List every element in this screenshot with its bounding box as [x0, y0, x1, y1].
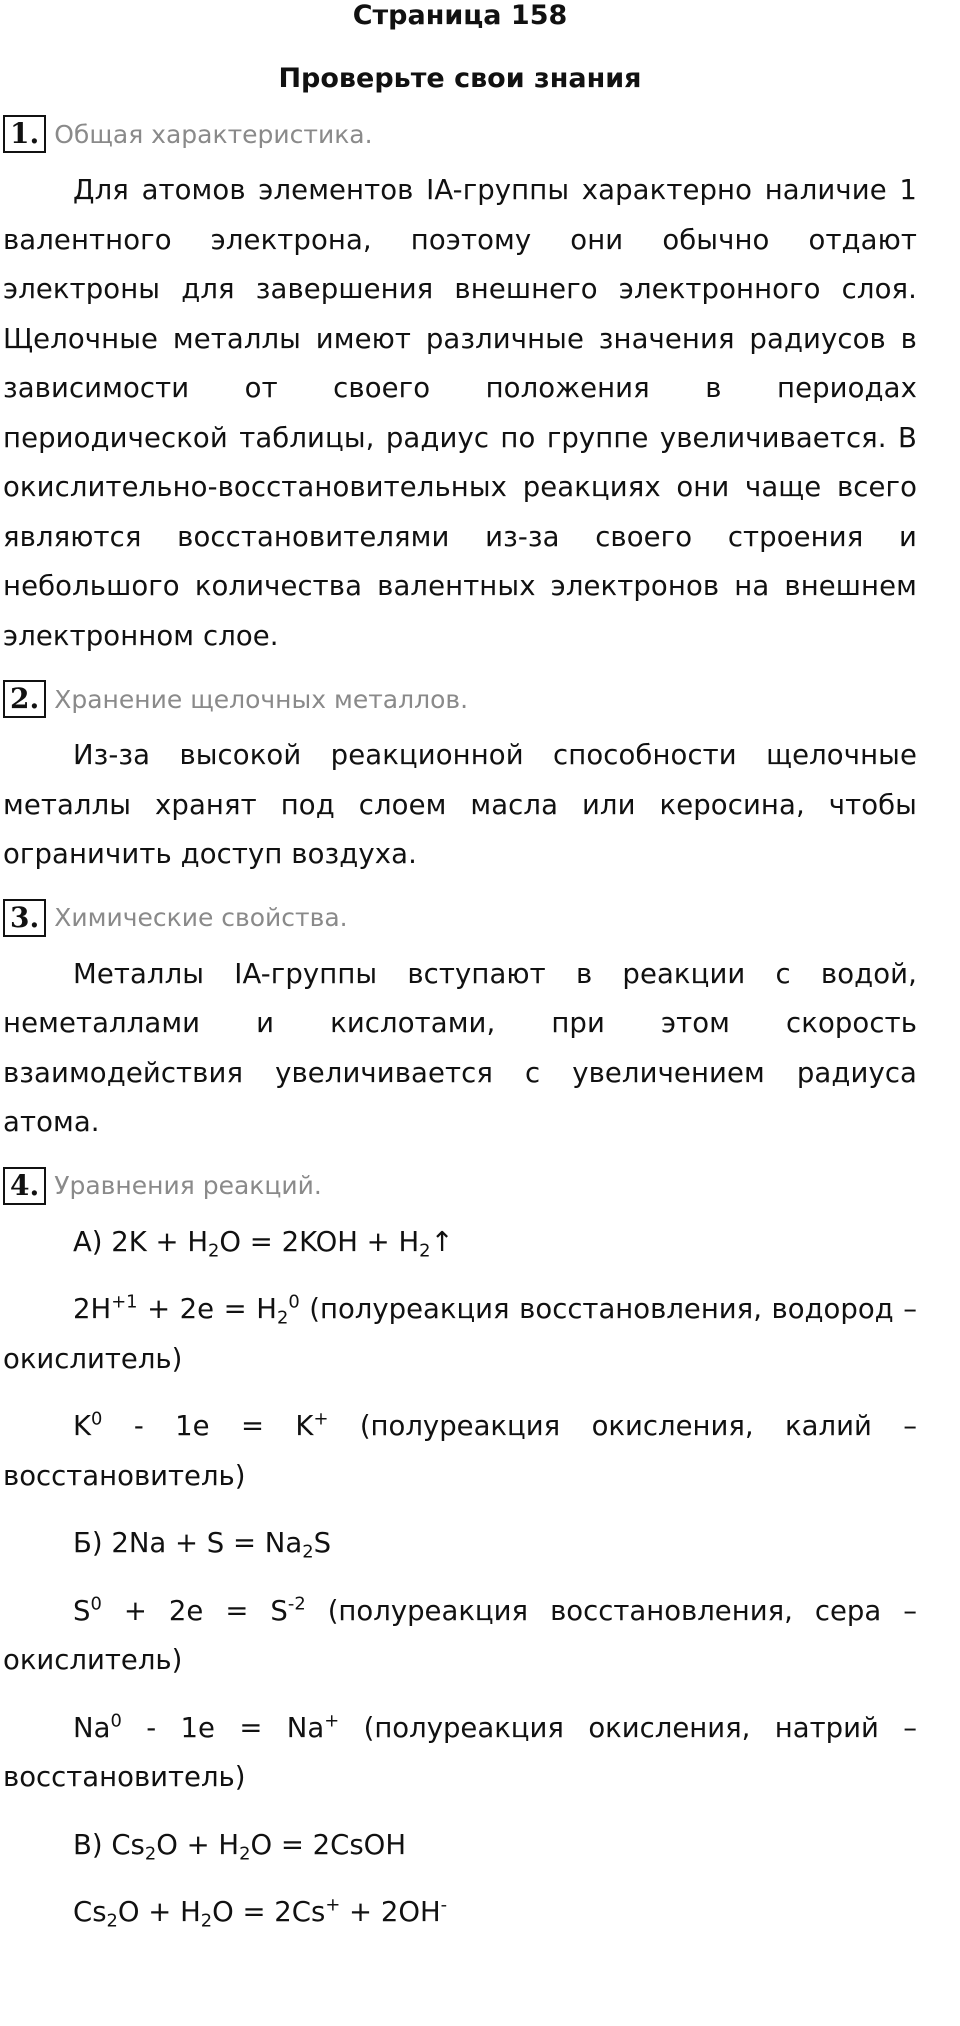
question-3-header — [3, 898, 917, 938]
equation-b-oxidation: Na$^0$ - 1e = Na+ (полуреакция окисления, натрий – восстановитель) — [3, 1709, 917, 1793]
equation-b: Б) $2Na + S = Na_2S$ — [73, 1527, 332, 1563]
equation-c: В) $Cs_2O + H_2O$ = 2CsOH — [73, 1828, 407, 1864]
question-4-title: Уравнения реакций. — [54, 1171, 322, 1200]
question-2-answer: Из-за высокой реакционной способности щелочные металлы хранят под слоем масла или керосина, чтобы ограничить доступ воздуха. — [3, 739, 917, 870]
question-2-title: Хранение щелочных металлов. — [54, 684, 469, 714]
question-1-answer: Для атомов элементов IA-группы характерно наличие 1 валентного электрона, поэтому они обычно отдают электроны для завершения внешнего электронного слоя. Щелочные металлы имеют различные значения радиусов в зависимости от своего положения в периодах периодической таблицы, радиус по группе увеличивается. В окислительно-восстановительных реакциях они чаще всего являются восстановителями из-за своего строения и небольшого количества валентных электронов на внешнем электронном слое. — [3, 174, 917, 652]
question-3-number: 3. — [3, 899, 46, 937]
equation-a-oxidation: $K^0 - 1e = K^+$ (полуреакция окисления, калий – восстановитель) — [3, 1408, 917, 1492]
question-2-number: 2. — [3, 680, 46, 718]
question-1-title: Общая характеристика. — [54, 119, 373, 149]
question-3-answer: Металлы IA-группы вступают в реакции с водой, неметаллами и кислотами, при этом скорость взаимодействия увеличивается с увеличением радиуса атома. — [3, 957, 917, 1138]
page-title: Страница 158 — [352, 0, 568, 31]
equation-b-reduction: $S^0 + 2e = S^{-2}$ (полуреакция восстановления, сера – окислитель) — [3, 1592, 917, 1676]
equation-c-ionic: $Cs_2O + H_2O = 2Cs^+ + 2OH^-$ — [73, 1894, 448, 1932]
question-1-number: 1. — [3, 115, 46, 153]
question-1-header — [3, 114, 917, 154]
equation-a-reduction: $2H^{+1} + 2e = H_2^0$ (полуреакция восстановления, водород – окислитель) — [3, 1291, 917, 1375]
section-title: Проверьте свои знания — [278, 63, 642, 94]
question-4-header — [3, 1166, 917, 1206]
equation-a: А) $2K + H_2O = 2KOH$ + $H_2↑$ — [73, 1225, 454, 1261]
question-3-title: Химические свойства. — [54, 903, 348, 932]
question-4-number: 4. — [3, 1167, 46, 1205]
question-2-header — [3, 679, 917, 719]
